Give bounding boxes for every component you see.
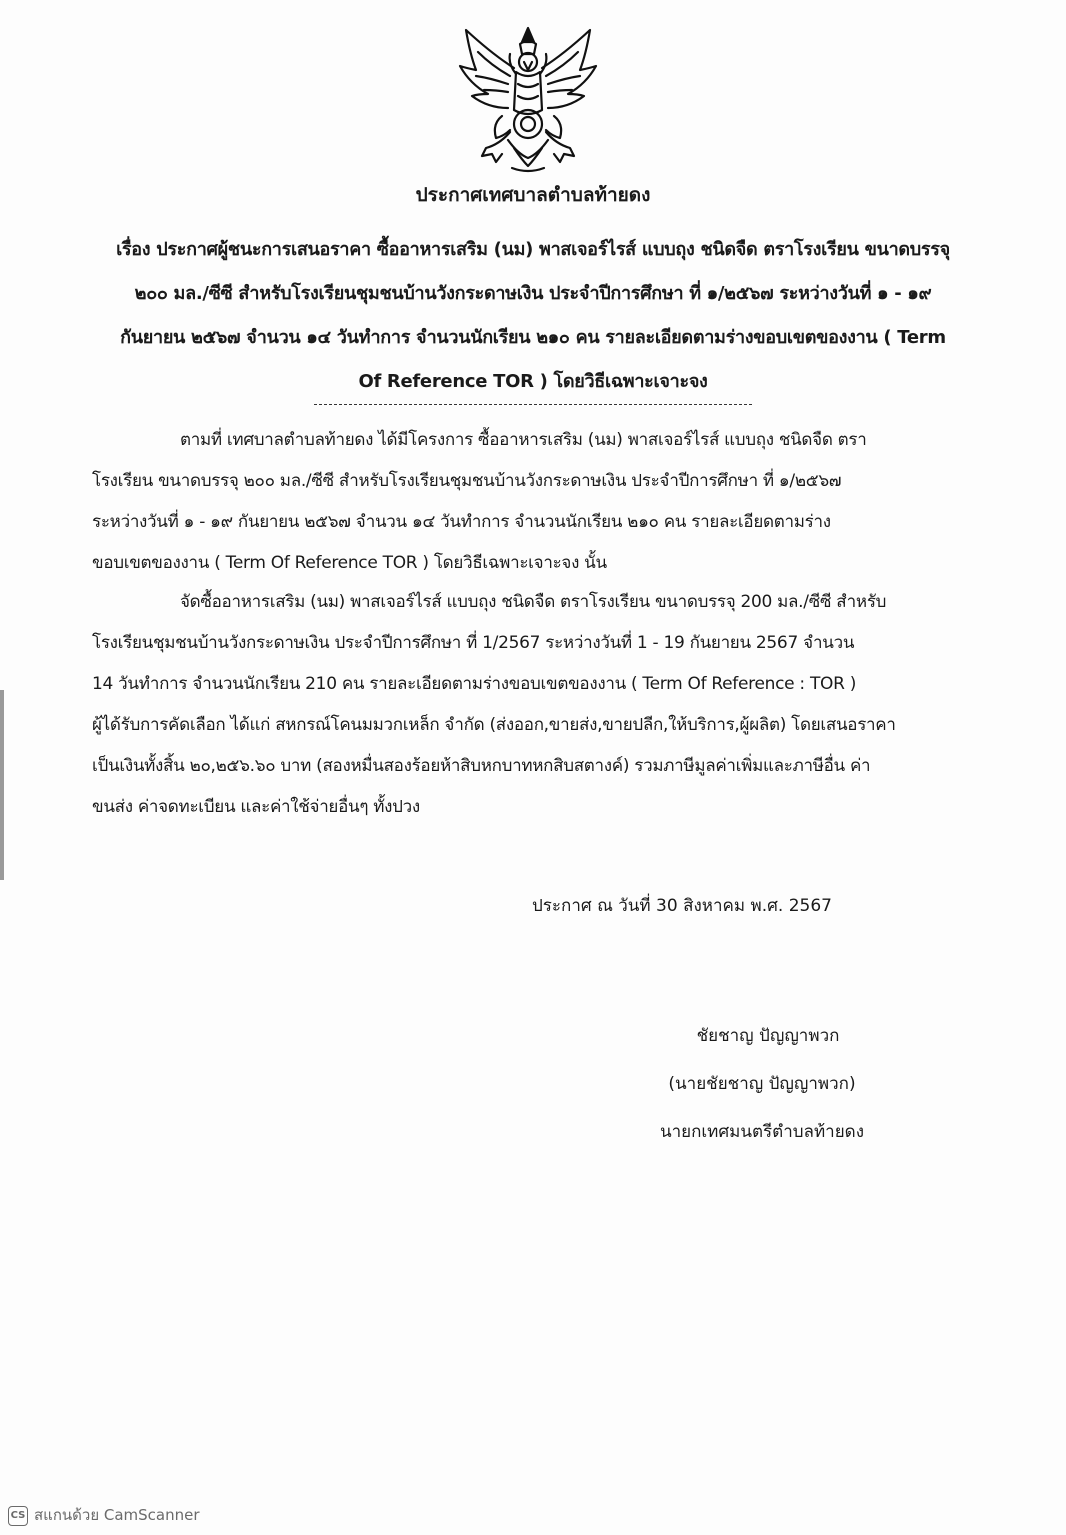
signature-name: ชัยชาญ ปัญญาพวก [696,1026,840,1046]
announce-date: ประกาศ ณ วันที่ 30 สิงหาคม พ.ศ. 2567 [532,896,832,916]
paragraph-award [92,582,992,828]
subject-line: ๒๐๐ มล./ซีซี สำหรับโรงเรียนชุมชนบ้านวังกระดาษเงิน ประจำปีการศึกษา ที่ ๑/๒๕๖๗ ระหว่างวันที่ ๑ - ๑๙ [134,283,932,304]
paragraph-line: ขนส่ง ค่าจดทะเบียน และค่าใช้จ่ายอื่นๆ ทั้งปวง [92,797,420,817]
paragraph-line: 14 วันทำการ จำนวนนักเรียน 210 คน รายละเอียดตามร่างขอบเขตของงาน ( Term Of Reference : TOR ) [92,674,857,694]
signatory-full-name: (นายชัยชาญ ปัญญาพวก) [668,1074,856,1094]
paragraph-line: โรงเรียน ขนาดบรรจุ ๒๐๐ มล./ซีซี สำหรับโรงเรียนชุมชนบ้านวังกระดาษเงิน ประจำปีการศึกษา ที่ ๑/๒๕๖๗ [92,471,842,491]
dashed-divider [314,404,752,405]
paragraph-line: ตามที่ เทศบาลตำบลท้ายดง ได้มีโครงการ ซื้ออาหารเสริม (นม) พาสเจอร์ไรส์ แบบถุง ชนิดจืด ตรา [180,430,867,450]
announcement-subject [80,228,986,404]
announcement-heading: ประกาศเทศบาลตำบลท้ายดง [415,184,651,206]
paragraph-line: ขอบเขตของงาน ( Term Of Reference TOR ) โดยวิธีเฉพาะเจาะจง นั้น [92,553,607,573]
paragraph-line: ระหว่างวันที่ ๑ - ๑๙ กันยายน ๒๕๖๗ จำนวน ๑๔ วันทำการ จำนวนนักเรียน ๒๑๐ คน รายละเอียดตามร่าง [92,512,831,532]
subject-line: Of Reference TOR ) โดยวิธีเฉพาะเจาะจง [358,371,708,392]
garuda-emblem-icon [452,24,604,176]
camscanner-footer [8,1504,200,1526]
subject-line: กันยายน ๒๕๖๗ จำนวน ๑๔ วันทำการ จำนวนนักเรียน ๒๑๐ คน รายละเอียดตามร่างขอบเขตของงาน ( Term [120,327,946,348]
camscanner-text: สแกนด้วย CamScanner [34,1506,200,1524]
subject-line: เรื่อง ประกาศผู้ชนะการเสนอราคา ซื้ออาหารเสริม (นม) พาสเจอร์ไรส์ แบบถุง ชนิดจืด ตราโรงเรียน ขนาดบรรจุ [116,239,950,260]
scan-edge-shadow [0,690,4,880]
camscanner-logo-icon: CS [8,1506,28,1526]
paragraph-line: ผู้ได้รับการคัดเลือก ได้แก่ สหกรณ์โคนมมวกเหล็ก จำกัด (ส่งออก,ขายส่ง,ขายปลีก,ให้บริการ,ผู้ผลิต) โดยเสนอราคา [92,715,896,735]
paragraph-line: จัดซื้ออาหารเสริม (นม) พาสเจอร์ไรส์ แบบถุง ชนิดจืด ตราโรงเรียน ขนาดบรรจุ 200 มล./ซีซี สำหรับ [180,592,887,612]
signatory-position: นายกเทศมนตรีตำบลท้ายดง [659,1122,865,1142]
paragraph-line: เป็นเงินทั้งสิ้น ๒๐,๒๕๖.๖๐ บาท (สองหมื่นสองร้อยห้าสิบหกบาทหกสิบสตางค์) รวมภาษีมูลค่าเพิ่มและภาษีอื่น ค่า [92,756,871,776]
paragraph-project [92,420,992,584]
paragraph-line: โรงเรียนชุมชนบ้านวังกระดาษเงิน ประจำปีการศึกษา ที่ 1/2567 ระหว่างวันที่ 1 - 19 กันยายน 2567 จำนวน [92,633,855,653]
